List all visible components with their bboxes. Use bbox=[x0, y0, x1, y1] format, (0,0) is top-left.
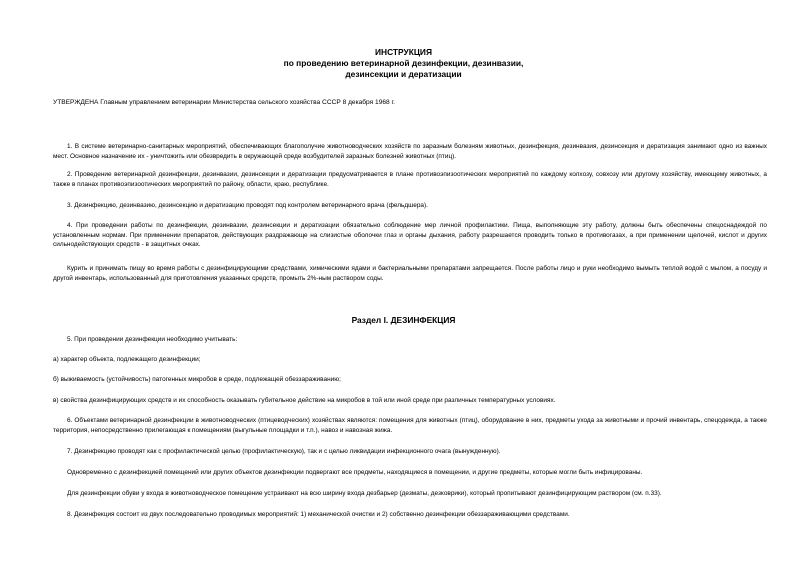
paragraph-7: 7. Дезинфекцию проводят как с профилактической целью (профилактическую), так и с целью ликвидации инфекционного очага (вынужденную). bbox=[67, 448, 501, 455]
approval-note: УТВЕРЖДЕНА Главным управлением ветеринарии Министерства сельского хозяйства СССР 8 декабря 1968 г. bbox=[53, 99, 395, 106]
paragraph-7b: Одновременно с дезинфекцией помещений или других объектов дезинфекции подвергают все предметы, находящиеся в помещении, и другие предметы, которые могли быть инфицированы. bbox=[67, 469, 643, 476]
paragraph-2: 2. Проведение ветеринарной дезинфекции, дезинвазии, дезинсекции и дератизации предусматривается в плане противоэпизоотических мероприятий по каждому колхозу, совхозу или другому хозяйству, имеющему животных, а также в планах противоэпизоотических мероприятий по району, области, краю, республике. bbox=[53, 171, 767, 188]
paragraph-1: 1. В системе ветеринарно-санитарных мероприятий, обеспечивающих благополучие животноводческих хозяйств по заразным болезням животных, дезинфекция, дезинвазия, дезинсекция и дератизация занимают одно из важных мест. Основное назначение их - уничтожить или обезвредить в окружающей среде возбудителей заразных болезней животных (птиц). bbox=[53, 143, 767, 160]
paragraph-4: 4. При проведении работы по дезинфекции, дезинвазии, дезинсекции и дератизации обязательно соблюдение мер личной профилактики. Пища, выполняющие эту работу, должны быть обеспечены спецоснадеждой по установленным нормам. При применении препаратов, действующих раздражающе на слизистые оболочки глаз и органы дыхания, работу разрешается проводить только в противогазах, а при применении щелочей, кислот и других сильнодействующих средств - в защитных очках. bbox=[53, 222, 767, 249]
document-subtitle-line-1: по проведению ветеринарной дезинфекции, дезинвазии, bbox=[283, 58, 524, 68]
paragraph-5a: а) характер объекта, подлежащего дезинфекции; bbox=[53, 356, 201, 363]
paragraph-8: 8. Дезинфекция состоит из двух последовательно проводимых мероприятий: 1) механической очистки и 2) собственно дезинфекции обеззараживающими средствами. bbox=[67, 511, 570, 518]
paragraph-6: 6. Объектами ветеринарной дезинфекции в животноводческих (птицеводческих) хозяйствах являются: помещения для животных (птиц), оборудование в них, предметы ухода за животными и прочий инвентарь, спецодежда, а также территория, непосредственно прилегающая к помещениям (выгульные площадки и т.п.), навоз и навозная жижа. bbox=[53, 417, 767, 434]
document-subtitle-line-2: дезинсекции и дератизации bbox=[345, 69, 462, 79]
paragraph-5: 5. При проведении дезинфекции необходимо учитывать: bbox=[67, 336, 238, 343]
paragraph-5b: б) выживаемость (устойчивость) патогенных микробов в среде, подлежащей обеззараживанию; bbox=[53, 376, 341, 383]
paragraph-7c: Для дезинфекции обуви у входа в животноводческое помещение устраивают на всю ширину входа дезбарьер (дезматы, дезковрики), который пропитывают дезинфицирующим раствором (см. п.33). bbox=[67, 490, 662, 497]
paragraph-5v: в) свойства дезинфицирующих средств и их способность оказывать губительное действие на микробов в той или иной среде при различных температурных условиях. bbox=[53, 397, 556, 404]
document-title: ИНСТРУКЦИЯ bbox=[375, 47, 432, 57]
section-1-title: Раздел I. ДЕЗИНФЕКЦИЯ bbox=[351, 315, 456, 325]
paragraph-4-smoking: Курить и принимать пищу во время работы с дезинфицирующими средствами, химическими ядами и бактериальными препаратами запрещается. После работы лицо и руки необходимо вымыть теплой водой с мылом, а посуду и другой инвентарь, использованный для приготовления указанных средств, промыть 2%-ным раствором соды. bbox=[53, 265, 767, 282]
paragraph-3: 3. Дезинфекцию, дезинвазию, дезинсекцию и дератизацию проводят под контролем ветеринарного врача (фельдшера). bbox=[67, 202, 428, 209]
